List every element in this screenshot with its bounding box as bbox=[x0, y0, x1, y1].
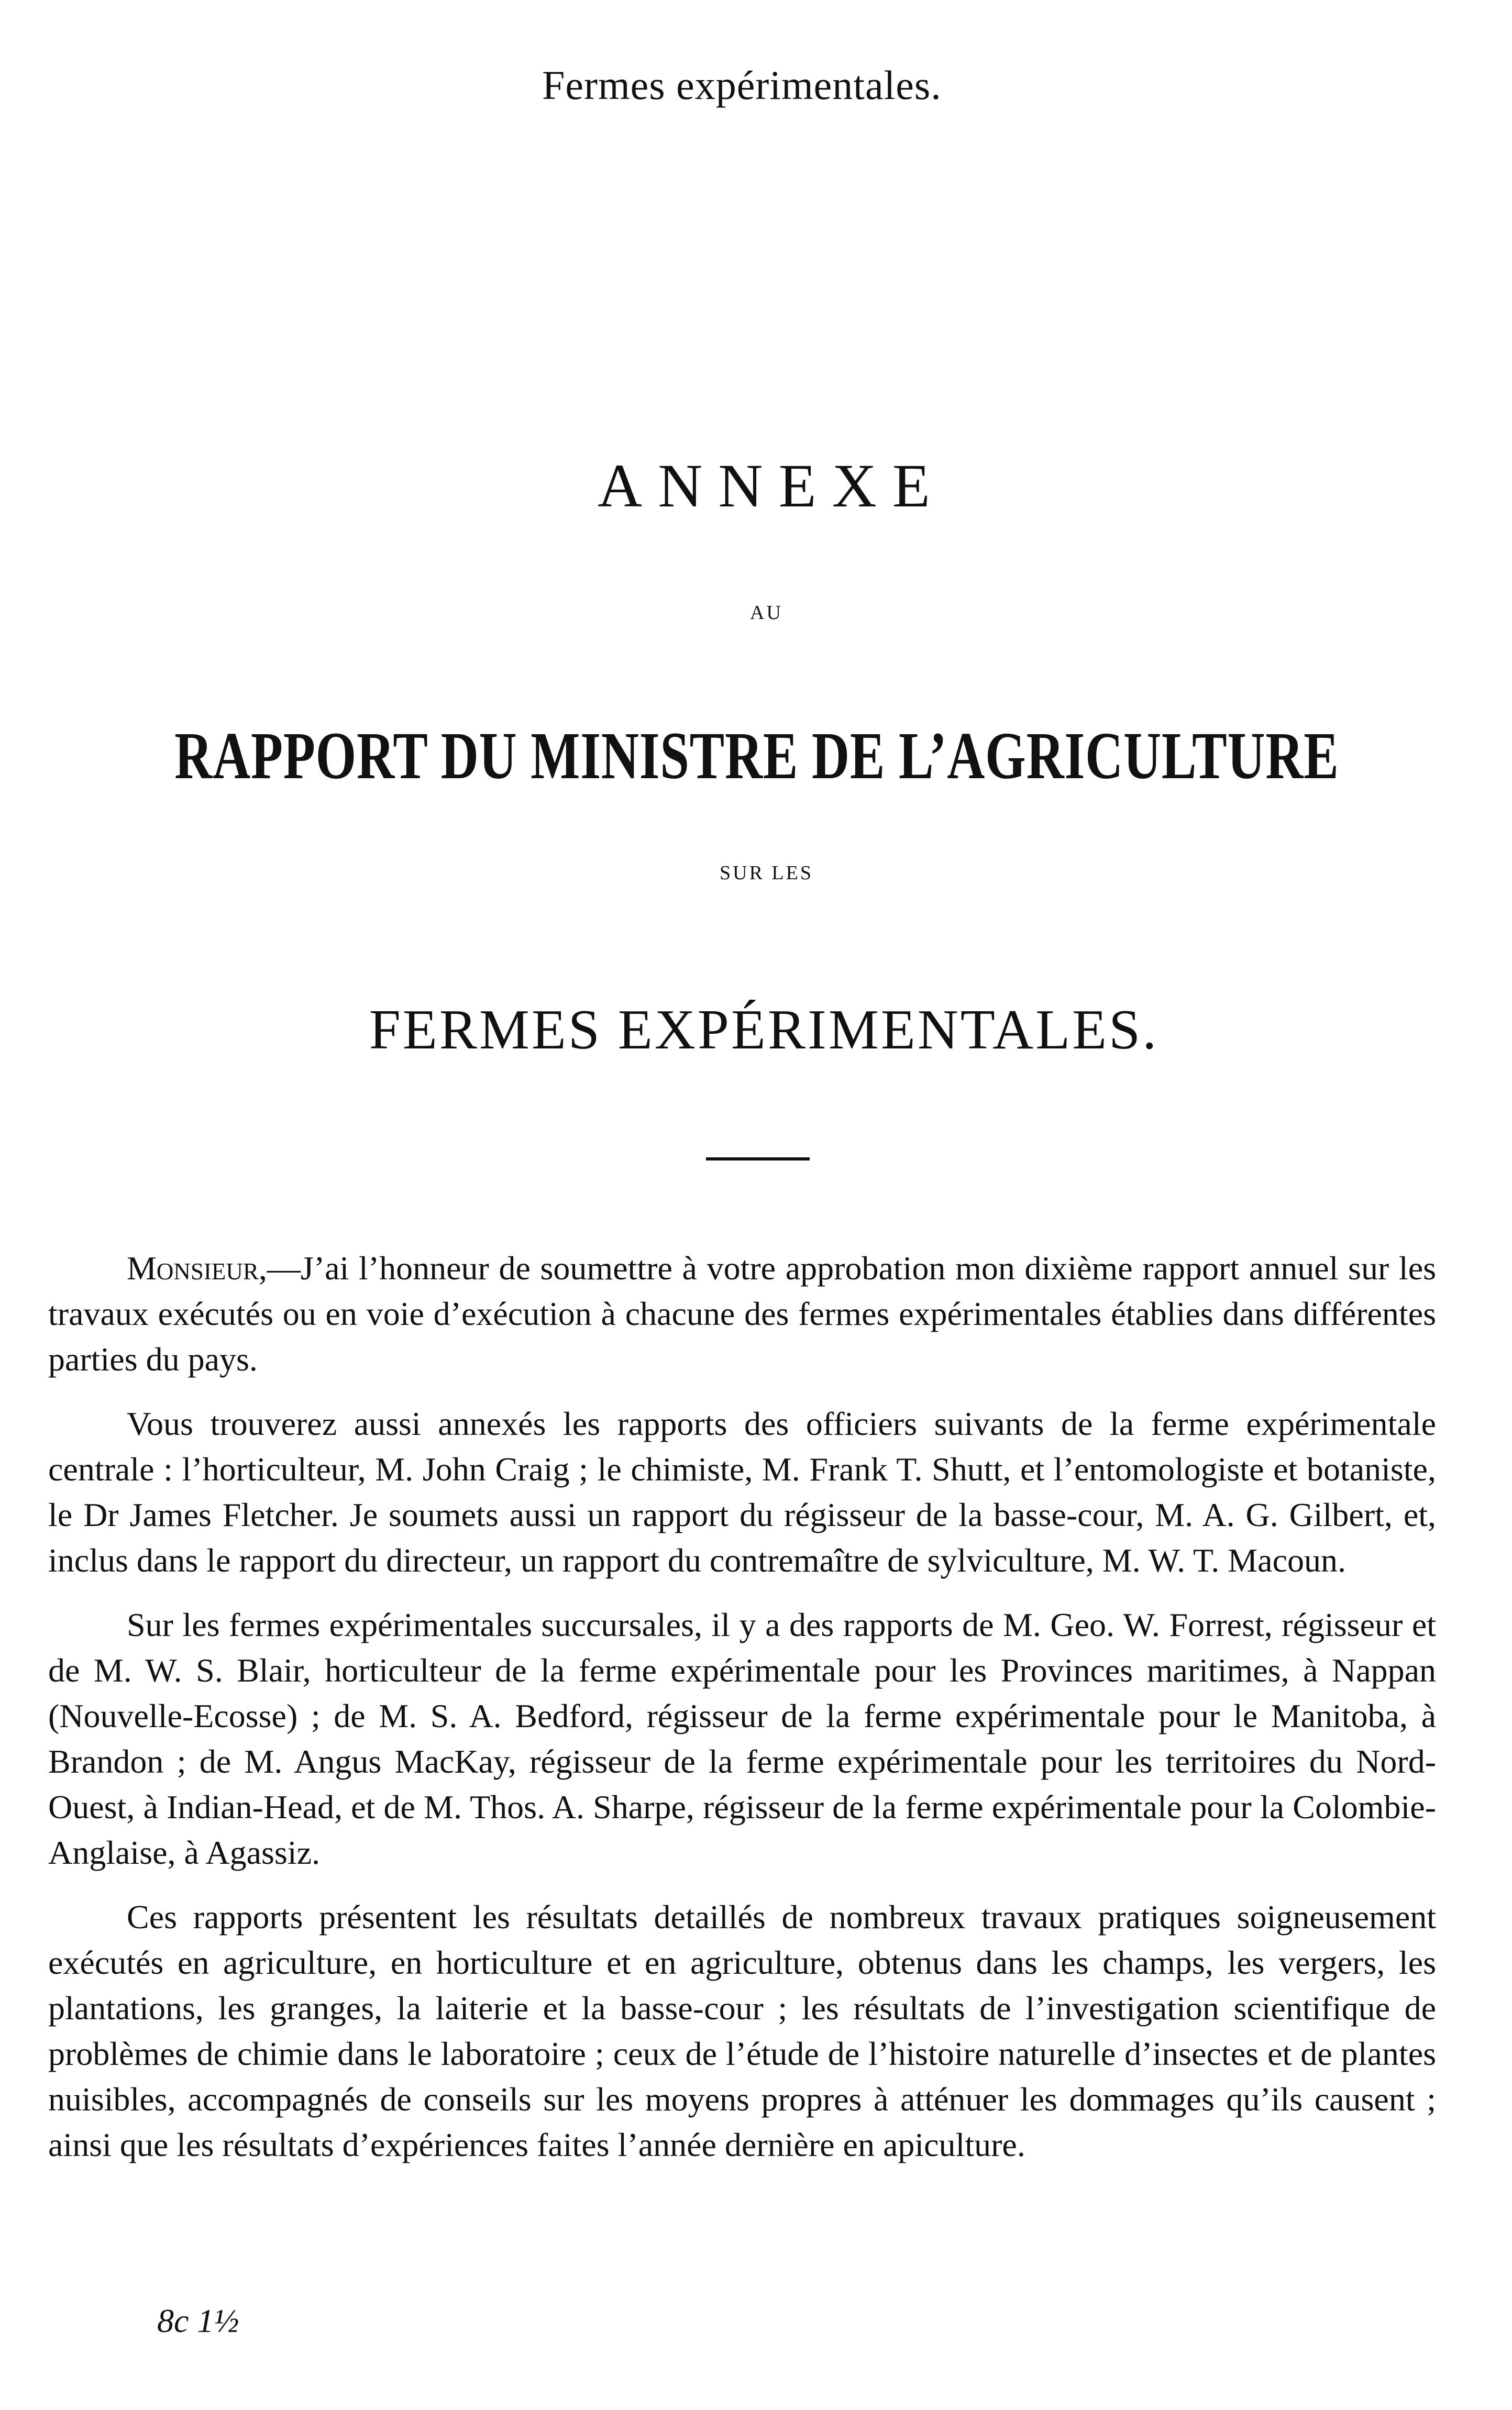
title-au: AU bbox=[750, 602, 783, 624]
title-main: RAPPORT DU MINISTRE DE L’AGRICULTURE bbox=[174, 718, 1339, 793]
title-subject: FERMES EXPÉRIMENTALES. bbox=[369, 999, 1159, 1061]
title-sur-les: SUR LES bbox=[720, 862, 813, 884]
title-rule bbox=[706, 1157, 810, 1160]
title-annexe: ANNEXE bbox=[597, 451, 946, 520]
signature-mark: 8c 1½ bbox=[157, 2302, 239, 2339]
paragraph-4: Ces rapports présentent les résultats detaillés de nombreux travaux pratiques soigneusement exécutés en agriculture, en horticulture et en agriculture, obtenus dans les champs, les vergers, les plantations, les granges, la laiterie et la basse-cour ; les résultats de l’investigation scientifique de problèmes de chimie dans le laboratoire ; ceux de l’étude de l’histoire naturelle d’insectes et de plantes nuisibles, accompagnés de conseils sur les moyens propres à atténuer les dommages qu’ils causent ; ainsi que les résultats d’expériences faites l’année dernière en apiculture. bbox=[48, 1898, 1436, 2163]
paragraph-3: Sur les fermes expérimentales succursales, il y a des rapports de M. Geo. W. Forrest, régisseur et de M. W. S. Blair, horticulteur de la ferme expérimentale pour les Provinces maritimes, à Nappan (Nouvelle-Ecosse) ; de M. S. A. Bedford, régisseur de la ferme expérimentale pour le Manitoba, à Brandon ; de M. Angus MacKay, régisseur de la ferme expérimentale pour les territoires du Nord-Ouest, à Indian-Head, et de M. Thos. A. Sharpe, régisseur de la ferme expérimentale pour la Colombie-Anglaise, à Agassiz. bbox=[48, 1606, 1436, 1871]
running-head: Fermes expérimentales. bbox=[542, 62, 942, 108]
paragraph-1 bbox=[48, 1245, 1436, 1382]
body-text bbox=[48, 1245, 1436, 2186]
paragraph-1-text: —J’ai l’honneur de soumettre à votre approbation mon dixième rapport annuel sur les travaux exécutés ou en voie d’exécution à chacune des fermes expérimentales établies dans différentes parties du pays. bbox=[48, 1250, 1436, 1378]
salutation: Monsieur, bbox=[127, 1250, 267, 1287]
paragraph-2: Vous trouverez aussi annexés les rapports des officiers suivants de la ferme expérimentale centrale : l’horticulteur, M. John Craig ; le chimiste, M. Frank T. Shutt, et l’entomologiste et botaniste, le Dr James Fletcher. Je soumets aussi un rapport du régisseur de la basse-cour, M. A. G. Gilbert, et, inclus dans le rapport du directeur, un rapport du contremaître de sylviculture, M. W. T. Macoun. bbox=[48, 1405, 1436, 1579]
